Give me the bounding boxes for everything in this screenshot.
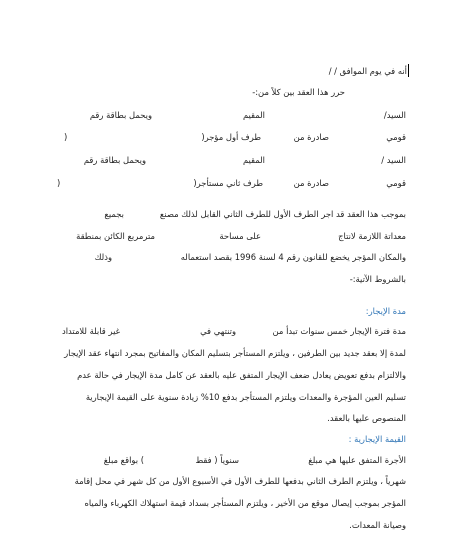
- party2-sayed: السيد /: [381, 155, 406, 165]
- party1-role: طرف أول مؤجر(: [201, 132, 261, 142]
- duration-line4: تسليم العين المؤجرة والمعدات ويلتزم المستأجر بدفع 10% زيادة سنوية على القيمة الإيجارية: [85, 392, 406, 402]
- party1-issued: صادرة من: [293, 132, 329, 142]
- body-line2-b: على مساحة: [219, 231, 261, 241]
- party2-resident: المقيم: [242, 155, 265, 165]
- party1-sayed: السيد/: [383, 110, 406, 120]
- party1-national: قومي: [386, 132, 406, 142]
- body-line2-a: معداتة اللازمة لانتاج: [338, 231, 406, 241]
- heading-rent-value: القيمة الإيجارية :: [348, 434, 406, 444]
- rent-line1-a: الأجرة المتفق عليها هي مبلغ: [308, 455, 406, 465]
- party1-id: ويحمل بطاقة رقم: [89, 110, 152, 120]
- party2-close-paren: ): [57, 178, 61, 188]
- party2-role: طرف ثاني مستأجر(: [193, 178, 263, 188]
- duration-line1-c: غير قابلة للامتداد: [61, 326, 120, 336]
- party2-id: ويحمل بطاقة رقم: [83, 155, 146, 165]
- body-line3-a: والمكان المؤجر يخضع للقانون رقم 4 لسنة 1996 بقصد استعماله: [180, 252, 406, 262]
- opening-date-line: أنه في يوم الموافق / /: [328, 66, 407, 76]
- body-line1-a: بموجب هذا العقد قد اجر الطرف الأول للطرف الثاني القابل لذلك مصنع: [159, 209, 406, 219]
- rent-line2: شهرياً ، ويلتزم الطرف الثاني بدفعها للطرف الأول في الأسبوع الأول من كل شهر في محل إقامة: [74, 476, 406, 486]
- body-line4: بالشروط الآتية:-: [349, 274, 406, 284]
- text-cursor: [408, 64, 409, 77]
- party2-national: قومي: [386, 178, 406, 188]
- duration-line2: لمدة إلا بعقد جديد بين الطرفين ، ويلتزم المستأجر بتسليم المكان والمفاتيح بمجرد انتهاء عقد الإيجار: [64, 348, 406, 358]
- party1-close-paren: ): [64, 132, 68, 142]
- body-line3-b: وذلك: [94, 252, 112, 262]
- rent-line4: وصيانة المعدات.: [349, 520, 406, 530]
- rent-line1-b: سنوياً ( فقط: [195, 455, 239, 465]
- duration-line1-a: مدة فترة الإيجار خمس سنوات تبدأ من: [272, 326, 406, 336]
- heading-lease-duration: مدة الإيجار:: [365, 306, 406, 316]
- body-line2-c: مترمربع الكائن بمنطقة: [76, 231, 155, 241]
- body-line1-b: بجميع: [104, 209, 124, 219]
- party2-issued: صادرة من: [293, 178, 329, 188]
- party1-resident: المقيم: [242, 110, 265, 120]
- duration-line1-b: وتنتهي في: [200, 326, 236, 336]
- rent-line1-c: ) بواقع مبلغ: [103, 455, 144, 465]
- rent-line3: المؤجر بموجب إيصال موقع من الأخير ، ويلتزم المستأجر بسداد قيمة استهلاك الكهرباء والمياه: [84, 498, 406, 508]
- duration-line3: والالتزام بدفع تعويض يعادل ضعف الإيجار المتفق عليه بالعقد عن كامل مدة الإيجار في حالة عدم: [77, 370, 406, 380]
- duration-line5: المنصوص عليها بالعقد.: [327, 413, 406, 423]
- parties-intro: حرر هذا العقد بين كلاً من:-: [252, 87, 345, 97]
